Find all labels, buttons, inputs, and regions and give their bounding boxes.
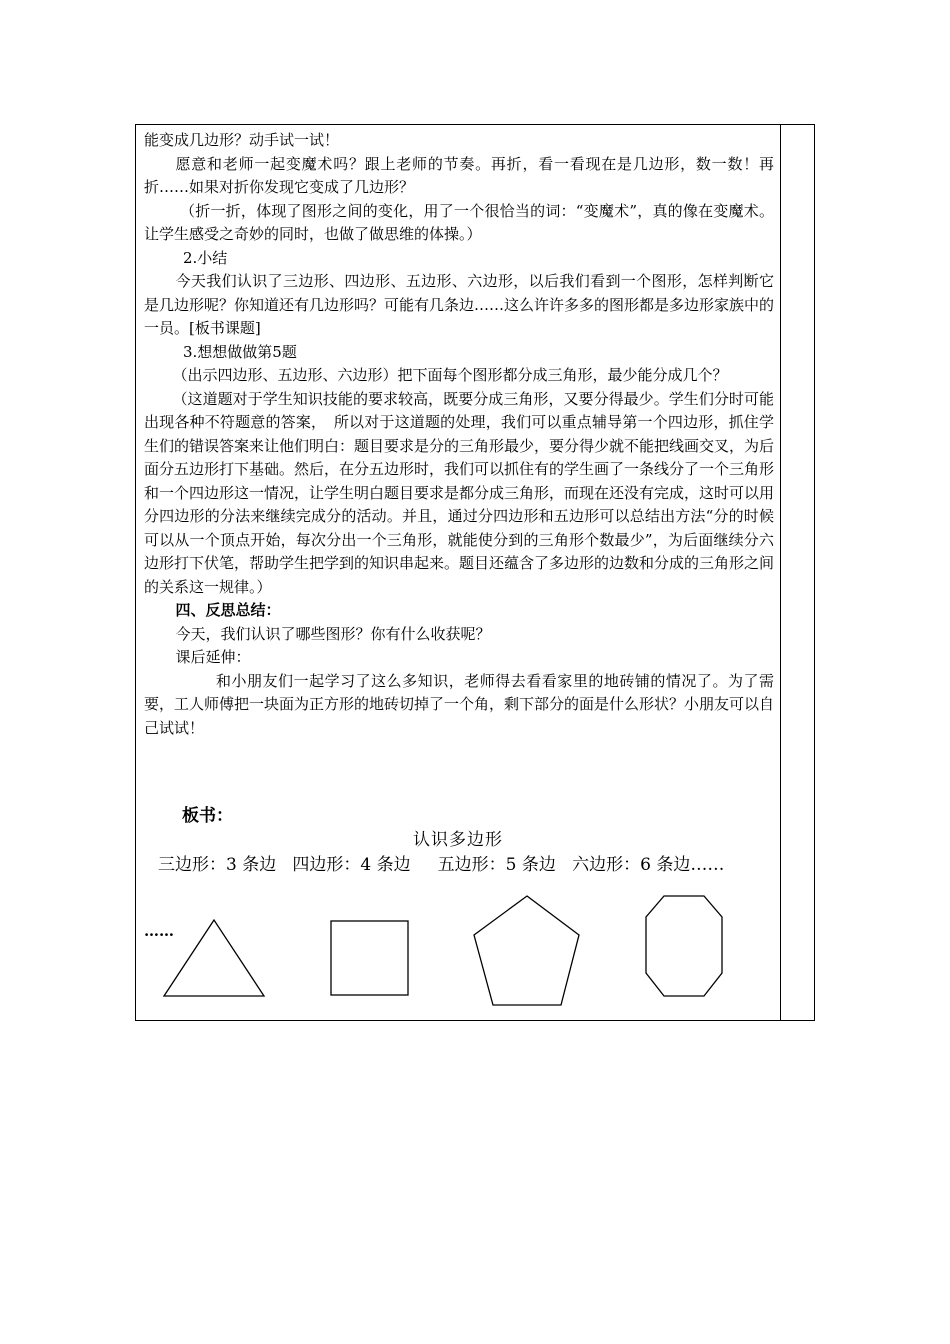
heading-exercise: 3.想想做做第5题 bbox=[183, 342, 297, 361]
blackboard-title: 认识多边形 bbox=[413, 830, 503, 850]
square-shape bbox=[331, 921, 408, 995]
paragraph-magic: 愿意和老师一起变魔术吗？跟上老师的节奏。再折，看一看现在是几边形，数一数！再折……如果对折你发现它变成了几边形？ bbox=[144, 154, 774, 196]
heading-reflection: 四、反思总结： bbox=[175, 601, 281, 619]
lesson-table bbox=[135, 124, 815, 1021]
heading-extension: 课后延伸： bbox=[175, 648, 251, 666]
blackboard-label: 板书： bbox=[182, 806, 233, 826]
polygon-drawings bbox=[136, 885, 780, 1015]
paragraph-reflection: 今天，我们认识了哪些图形？你有什么收获呢？ bbox=[175, 624, 491, 643]
paragraph-exercise-note: （这道题对于学生知识技能的要求较高，既要分成三角形，又要分得最少。学生们分时可能出现各种不符题意的答案， 所以对于这道题的处理，我们可以重点辅导第一个四边形，抓住学生们的错误答案来让他们明白：题目要求是分的三角形最少，要分得少就不能把线画交叉，为后面分五边形打下基础。然后，在分五边形时，我们可以抓住有的学生画了一条线分了一个三角形和一个四边形这一情况，让学生明白题目要求是都分成三角形，而现在还没有完成，这时可以用分四边形的分法来继续完成分的活动。并且，通过分四边形和五边形可以总结出方法“分的时候可以从一个顶点开始，每次分出一个三角形，就能使分到的三角形个数最少”，为后面继续分六边形打下伏笔，帮助学生把学到的知识串起来。题目还蕴含了多边形的边数和分成的三角形之间的关系这一规律。） bbox=[144, 389, 775, 596]
paragraph-fold-try: 能变成几边形？动手试一试！ bbox=[144, 131, 340, 149]
triangle-shape bbox=[164, 920, 264, 996]
paragraph-summary: 今天我们认识了三边形、四边形、五边形、六边形，以后我们看到一个图形，怎样判断它是几边形呢？你知道还有几边形吗？可能有几条边……这么许许多多的图形都是多边形家族中的一员。[板书课题] bbox=[144, 272, 775, 337]
paragraph-exercise: （出示四边形、五边形、六边形）把下面每个图形都分成三角形，最少能分成几个？ bbox=[172, 366, 728, 384]
paragraph-magic-note: （折一折，体现了图形之间的变化，用了一个很恰当的词：“变魔术”，真的像在变魔术。让学生感受之奇妙的同时，也做了做思维的体操。） bbox=[144, 201, 774, 243]
notes-column-divider bbox=[780, 125, 781, 1020]
heading-summary: 2.小结 bbox=[183, 248, 228, 267]
blackboard-sides-line: 三边形：3 条边 四边形：4 条边 五边形：5 条边 六边形：6 条边…… bbox=[158, 855, 725, 875]
octagon-shape bbox=[646, 896, 722, 996]
lesson-content bbox=[144, 129, 774, 740]
pentagon-shape bbox=[474, 896, 579, 1005]
blackboard-ellipsis: …… bbox=[144, 922, 174, 940]
paragraph-extension: 和小朋友们一起学习了这么多知识，老师得去看看家里的地砖铺的情况了。为了需要，工人师傅把一块面为正方形的地砖切掉了一个角，剩下部分的面是什么形状？小朋友可以自己试试！ bbox=[144, 671, 775, 737]
